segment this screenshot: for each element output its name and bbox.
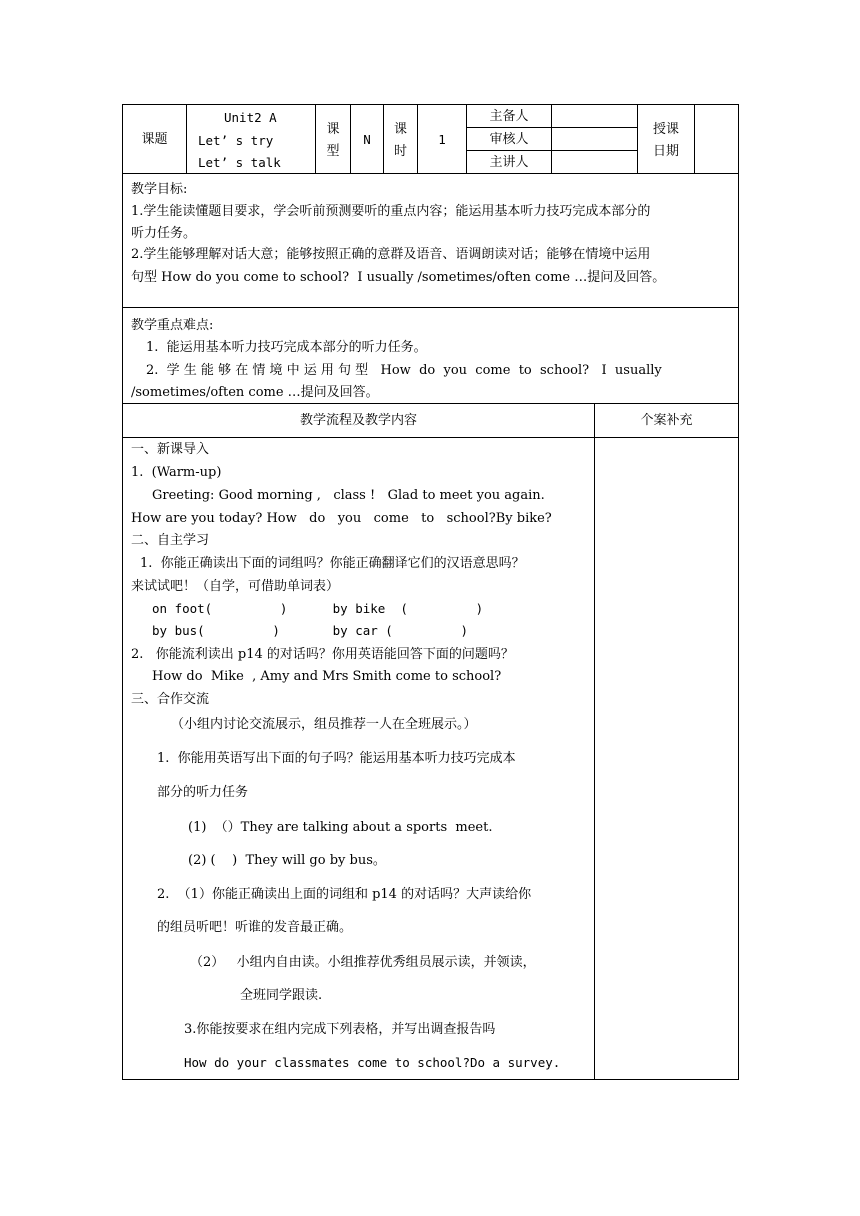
process-line: 3.你能按要求在组内完成下列表格，并写出调查报告吗: [184, 1022, 496, 1037]
keypoints-line: /sometimes/often come …提问及回答。: [131, 385, 379, 400]
keypoints-line: 2. 学 生 能 够 在 情 境 中 运 用 句 型 How do you come to school? I usually: [146, 363, 662, 378]
process-line: （2） 小组内自由读。小组推荐优秀组员展示读，并领读，: [190, 955, 536, 970]
role-lead-preparer: 主备人: [489, 109, 529, 124]
process-line: How do your classmates come to school?Do a survey.: [184, 1055, 561, 1070]
supplement-header: 个案补充: [640, 413, 693, 428]
type-label-1: 课: [326, 122, 340, 137]
process-line: 2. （1）你能正确读出上面的词组和 p14 的对话吗？大声读给你: [157, 887, 532, 902]
process-line: 1. 你能正确读出下面的词组吗？你能正确翻译它们的汉语意思吗？: [140, 556, 525, 571]
topic-line-1: Unit2 A: [224, 110, 277, 125]
objectives-line: 句型 How do you come to school? I usually /sometimes/often come …提问及回答。: [131, 270, 666, 285]
type-label-2: 型: [326, 144, 340, 159]
process-line: 三、合作交流: [131, 692, 210, 707]
objectives-line: 听力任务。: [131, 226, 197, 241]
period-label-1: 课: [393, 122, 407, 137]
process-line: How are you today? How do you come to school?By bike?: [131, 511, 552, 526]
process-line: 2. 你能流利读出 p14 的对话吗？你用英语能回答下面的问题吗？: [131, 647, 514, 662]
keypoints-title: 教学重点难点:: [131, 318, 214, 333]
process-line: Greeting: Good morning , class ! Glad to meet you again.: [152, 488, 545, 503]
topic-label: 课题: [141, 132, 168, 147]
date-label-1: 授课: [652, 122, 679, 137]
process-line: 全班同学跟读.: [240, 988, 323, 1003]
role-lecturer: 主讲人: [489, 155, 529, 170]
period-value: 1: [438, 132, 446, 147]
process-line: 二、自主学习: [131, 533, 210, 548]
process-line: 部分的听力任务: [157, 785, 249, 800]
objectives-title: 教学目标:: [131, 182, 188, 197]
process-line: 1. (Warm-up): [131, 465, 222, 480]
objectives-line: 2.学生能够理解对话大意；能够按照正确的意群及语音、语调朗读对话；能够在情境中运用: [131, 247, 651, 262]
process-line: 一、新课导入: [131, 442, 210, 457]
process-line: 1. 你能用英语写出下面的句子吗？能运用基本听力技巧完成本: [157, 751, 516, 766]
process-line: (1) （）They are talking about a sports meet.: [188, 820, 493, 835]
process-header: 教学流程及教学内容: [299, 413, 417, 428]
role-reviewer: 审核人: [489, 132, 529, 147]
keypoints-line: 1. 能运用基本听力技巧完成本部分的听力任务。: [146, 340, 427, 355]
type-value: N: [363, 132, 371, 147]
period-label-2: 时: [393, 144, 407, 159]
topic-line-3: Let’ s talk: [198, 155, 281, 170]
process-line: by bus( ) by car ( ): [152, 623, 469, 638]
process-line: on foot( ) by bike ( ): [152, 601, 484, 616]
date-label-2: 日期: [652, 144, 679, 159]
objectives-line: 1.学生能读懂题目要求，学会听前预测要听的重点内容；能运用基本听力技巧完成本部分的: [131, 204, 651, 219]
process-line: How do Mike , Amy and Mrs Smith come to school?: [152, 669, 502, 684]
process-line: 的组员听吧！听谁的发音最正确。: [157, 920, 353, 935]
topic-line-2: Let’ s try: [198, 133, 274, 148]
process-line: (2) ( ) They will go by bus。: [188, 853, 386, 868]
process-line: 来试试吧！（自学，可借助单词表）: [131, 579, 340, 594]
process-line: （小组内讨论交流展示，组员推荐一人在全班展示。）: [171, 717, 477, 732]
